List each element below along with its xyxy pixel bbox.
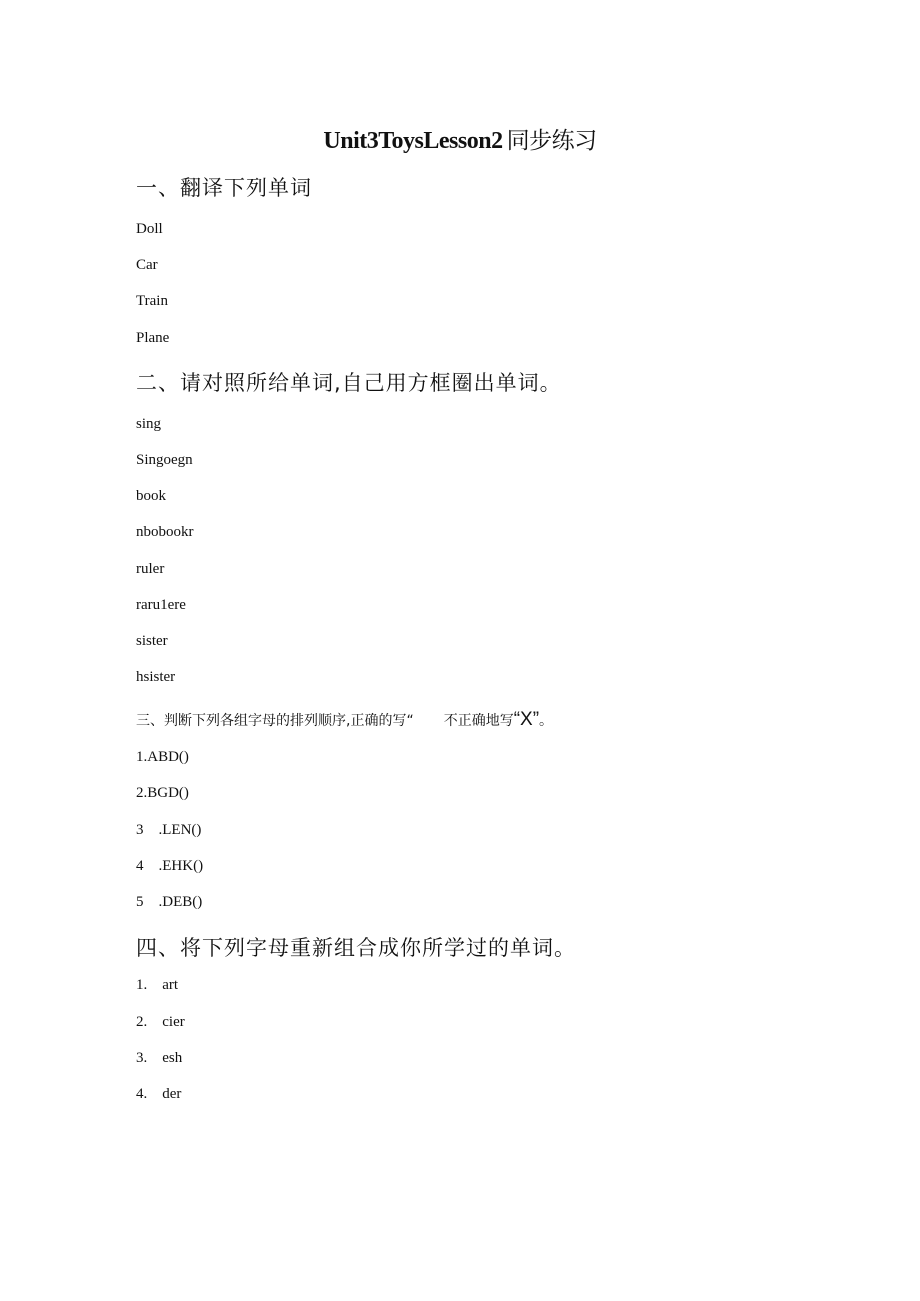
- section3-heading: [136, 709, 553, 731]
- section2-item: sing: [136, 416, 162, 432]
- section2-item: nbobookr: [136, 524, 194, 540]
- title-main: Unit3ToysLesson2: [323, 128, 503, 154]
- section2-item: ruler: [136, 561, 165, 577]
- section2-item: sister: [136, 633, 168, 649]
- title-suffix: 同步练习: [506, 128, 597, 154]
- section1-item: Car: [136, 257, 158, 273]
- section2-item: Singoegn: [136, 452, 193, 468]
- section2-item: raru1ere: [136, 597, 186, 613]
- section1-heading: 一、翻译下列单词: [136, 176, 312, 200]
- section2-item: hsister: [136, 669, 176, 685]
- section1-item: Doll: [136, 221, 163, 237]
- section3-heading-mark: “X”: [513, 709, 540, 730]
- section4-item: 4. der: [136, 1086, 182, 1102]
- section4-item: 2. cier: [136, 1014, 185, 1030]
- section4-item: 3. esh: [136, 1050, 183, 1066]
- section3-item: 3 .LEN(): [136, 822, 202, 838]
- section1-item: Plane: [136, 330, 170, 346]
- section3-heading-part1: 三、判断下列各组字母的排列顺序,正确的写“: [136, 713, 414, 729]
- section3-heading-part2: 不正确地写: [443, 713, 514, 729]
- section3-item: 1.ABD(): [136, 749, 189, 765]
- section4-heading: 四、将下列字母重新组合成你所学过的单词。: [136, 936, 576, 960]
- section2-item: book: [136, 488, 166, 504]
- section4-item: 1. art: [136, 977, 179, 993]
- section2-heading: 二、请对照所给单词,自己用方框圈出单词。: [136, 371, 562, 395]
- section3-heading-end: 。: [539, 713, 554, 729]
- section1-item: Train: [136, 293, 168, 309]
- section3-item: 4 .EHK(): [136, 858, 204, 874]
- section3-item: 5 .DEB(): [136, 894, 203, 910]
- page-title: [0, 122, 920, 155]
- section3-item: 2.BGD(): [136, 785, 189, 801]
